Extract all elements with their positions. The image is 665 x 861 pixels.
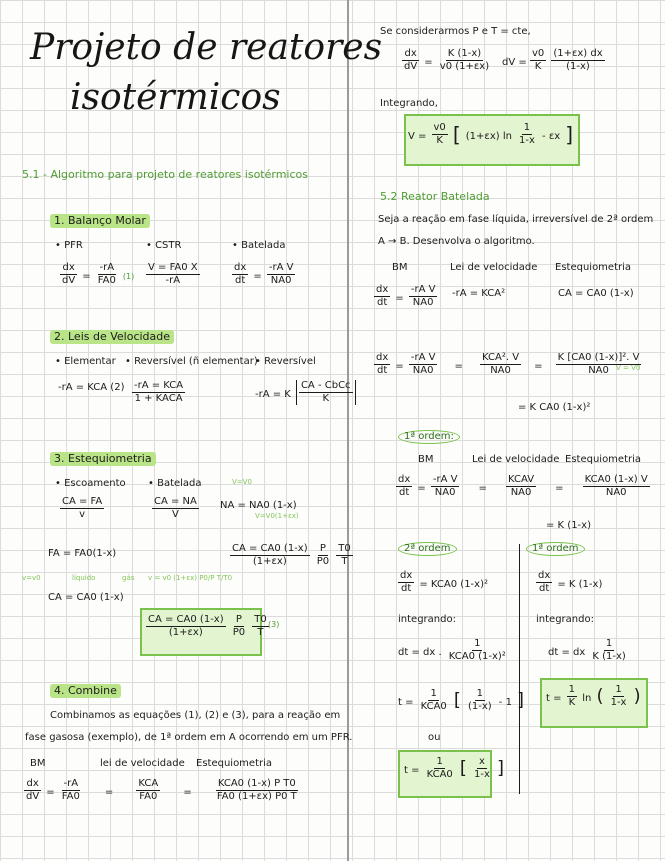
big-kca-den: NA0 [490, 365, 511, 376]
o-kcav-den: NA0 [510, 487, 532, 498]
dt2-lhs: dt = dx . [398, 647, 442, 658]
bracket-close: ] [565, 122, 574, 147]
dt1-den: K (1-x) [592, 651, 626, 662]
box-p-den: P0 [232, 627, 246, 638]
t-2nd-order [398, 688, 524, 713]
intro-pt-constant: Se considerarmos P e T = cte, [380, 26, 531, 37]
tbox-bracket-close: ] [496, 757, 505, 779]
rate-law-reversivel [255, 380, 356, 405]
c-rate-den: FA0 [61, 791, 80, 802]
col-lei-velocidade: lei de velocidade [100, 758, 185, 769]
b-dt: dt [376, 297, 388, 308]
r-k1x: K (1-x) [447, 48, 482, 59]
dv-lhs: dV = [502, 57, 530, 68]
t1-in-den: 1-x [610, 697, 627, 708]
p-num: P [319, 543, 326, 554]
t-2nd-order-alt [404, 756, 504, 781]
tbox-den: KCA0 [426, 769, 453, 780]
o-col-lei: Lei de velocidade [472, 454, 560, 465]
v-v0: v0 [433, 122, 446, 133]
eq-sign: = [424, 57, 433, 68]
bat-num: dx [234, 262, 247, 273]
label-escoamento: • Escoamento [55, 478, 126, 489]
tbox-lhs: t = [404, 765, 420, 776]
s2-dx: dx [400, 570, 413, 581]
b-rate-den: NA0 [412, 297, 434, 308]
v-k: K [436, 135, 443, 146]
big-k-num: K [CA0 (1-x)]². V [557, 352, 640, 363]
ca-bat-den: (1+εx) [252, 556, 287, 567]
dt2-den: KCA0 (1-x)² [448, 651, 506, 662]
dt1-lhs: dt = dx [548, 647, 586, 658]
eq-sign: = [82, 271, 91, 282]
law3-lhs: -rA = K [255, 389, 291, 400]
pfr-num: dx [62, 262, 75, 273]
first-order-result: = K (1-x) [546, 520, 591, 531]
batch-bm-equation [374, 284, 437, 309]
combine-text-1: Combinamos as equações (1), (2) e (3), para a reação em [50, 710, 341, 721]
eq-sign: = [46, 787, 55, 798]
eq-sign: = [555, 483, 564, 494]
rate-law-nao-elementar [132, 380, 185, 405]
c-est-den: FA0 (1+εx) P0 T [216, 791, 297, 802]
label-elementar: • Elementar [55, 356, 116, 367]
first-order-equation [396, 474, 650, 499]
integrando-label: Integrando, [380, 98, 438, 109]
b-rate-num: -rA V [410, 284, 436, 295]
pfr-equation [60, 262, 134, 287]
bat-den: dt [234, 275, 246, 286]
b-col-esteq: Estequiometria [555, 262, 632, 273]
c-est-num: KCA0 (1-x) P T0 [217, 778, 296, 789]
b-col-bm: BM [392, 262, 408, 273]
integrando-2nd: integrando: [398, 614, 456, 625]
tbox-num: 1 [436, 756, 443, 767]
big-k-den: NA0 [588, 365, 609, 376]
box-p-num: P [235, 614, 242, 625]
eq-sign: = [183, 787, 192, 798]
c-kca-den: FA0 [139, 791, 158, 802]
c-dv: dV [26, 791, 40, 802]
first-order-ode [536, 570, 602, 595]
o-rate-den: NA0 [434, 487, 456, 498]
volume-result [408, 122, 573, 147]
section-heading-5-2: 5.2 Reator Batelada [380, 190, 490, 203]
label-reversivel-nao-elementar: • Reversível (ñ elementar) [125, 356, 258, 367]
ou-label: ou [428, 732, 441, 743]
ca-na-den: V [172, 509, 179, 520]
t1-den: K [568, 697, 576, 708]
tbox-bracket-open: [ [459, 757, 467, 779]
na-equation: NA = NA0 (1-x) [220, 500, 297, 511]
eq-sign: = [534, 361, 543, 372]
v-term-a: (1+εx) ln [465, 131, 512, 142]
t-1st-order [546, 684, 641, 709]
box-t-num: T0 [254, 614, 267, 625]
big-dt: dt [376, 365, 388, 376]
ca-gas-equation [230, 543, 353, 568]
r-v0ex: v0 (1+εx) [439, 61, 490, 72]
tbox-in-den: 1-x [474, 769, 490, 780]
c-kca-num: KCA [138, 778, 159, 789]
o-kca0-num: KCA0 (1-x) V [584, 474, 648, 485]
v-one: 1 [523, 122, 531, 133]
heading-estequiometria: 3. Estequiometria [50, 452, 156, 466]
o-col-bm: BM [418, 454, 434, 465]
b-stoich: CA = CA0 (1-x) [558, 288, 634, 299]
dv-v0: v0 [531, 48, 545, 59]
cstr-den: -rA [165, 275, 181, 286]
ca-liquid-equation: CA = CA0 (1-x) [48, 592, 124, 603]
eq-sign: = [253, 271, 262, 282]
integrando-1st: integrando: [536, 614, 594, 625]
bat-rate-den: NA0 [270, 275, 292, 286]
label-1st-order: 1ª ordem: [398, 430, 460, 444]
ca-fa-den: v [79, 509, 86, 520]
batch-problem-line2: A → B. Desenvolva o algoritmo. [378, 236, 535, 247]
t1-ln: ln [582, 693, 592, 704]
eq-sign: = [454, 361, 463, 372]
box-den: (1+εx) [168, 627, 203, 638]
v-lhs: V = [408, 131, 427, 142]
big-dx: dx [376, 352, 389, 363]
s1-rhs: = K (1-x) [557, 579, 603, 590]
ca-na-num: CA = NA [154, 496, 197, 507]
r-dx: dx [404, 48, 417, 59]
o-dx: dx [398, 474, 411, 485]
b-col-lei: Lei de velocidade [450, 262, 538, 273]
eq-sign: = [478, 483, 487, 494]
col-bm: BM [30, 758, 46, 769]
o-col-esteq: Estequiometria [565, 454, 642, 465]
o-dt: dt [398, 487, 410, 498]
pfr-derivative [402, 48, 491, 73]
dt-2nd-order [398, 638, 508, 663]
ca-escoamento [60, 496, 104, 521]
rate-law-elementar: -rA = KCA (2) [58, 382, 125, 393]
page-title-line1: Projeto de reatores [30, 27, 383, 68]
c-dx: dx [26, 778, 39, 789]
eq-sign: = [395, 293, 404, 304]
bracket-open: [ [452, 122, 461, 147]
eq-sign: = [417, 483, 426, 494]
law3-num: CA - CbCc [300, 380, 351, 391]
note-v-gas: V=V0(1+εx) [255, 512, 299, 520]
combine-text-2: fase gasosa (exemplo), de 1ª ordem em A ocorrendo em um PFR. [25, 732, 353, 743]
eq-sign: = [395, 361, 404, 372]
dt1-num: 1 [605, 638, 613, 649]
t2-num: 1 [430, 688, 437, 699]
t2-bracket-close: ] [517, 689, 525, 711]
o-kcav-num: KCAV [508, 474, 535, 485]
s1-dx: dx [538, 570, 551, 581]
t2-bracket-open: [ [453, 689, 461, 711]
label-pfr: • PFR [55, 240, 83, 251]
pfr-rate-den: FA0 [97, 275, 116, 286]
box-t-den: T [257, 627, 264, 638]
label-cstr: • CSTR [146, 240, 182, 251]
dv-expression [502, 48, 605, 73]
heading-balanco-molar: 1. Balanço Molar [50, 214, 150, 228]
p-den: P0 [316, 556, 330, 567]
t1-lhs: t = [546, 693, 562, 704]
law3-den: K [322, 393, 330, 404]
heading-combine: 4. Combine [50, 684, 121, 698]
t-den: T [341, 556, 348, 567]
note-gas: gás [122, 574, 135, 582]
label-batelada: • Batelada [232, 240, 286, 251]
tbox-in-num: x [478, 756, 485, 767]
v-term-b: - εx [542, 131, 561, 142]
batch-result: = K CA0 (1-x)² [518, 402, 591, 413]
sub-column-divider [519, 544, 520, 794]
v-one-minus-x: 1-x [519, 135, 535, 146]
t1-paren-open: ( [596, 685, 604, 707]
note-v-v0-liquid: v=v0 [22, 574, 41, 582]
b-dx: dx [376, 284, 389, 295]
dt2-num: 1 [474, 638, 481, 649]
ca-batelada [152, 496, 199, 521]
r-dv: dV [404, 61, 418, 72]
t2-lhs: t = [398, 697, 414, 708]
t2-in-den: (1-x) [468, 701, 492, 712]
dv-k: K [534, 61, 542, 72]
t-num: T0 [338, 543, 351, 554]
batelada-equation [232, 262, 295, 287]
batch-combined-equation [374, 352, 641, 377]
big-rate-den: NA0 [412, 365, 434, 376]
eq-sign: = [104, 787, 114, 798]
s2-dt: dt [400, 583, 412, 594]
dt-1st-order [548, 638, 628, 663]
law2-den: 1 + KACA [134, 393, 183, 404]
cstr-equation [146, 262, 200, 287]
section-heading-5-1: 5.1 - Algoritmo para projeto de reatores isotérmicos [22, 168, 308, 181]
t2-minus-one: - 1 [498, 697, 512, 708]
pfr-rate-num: -rA [99, 262, 115, 273]
dv-den: (1-x) [566, 61, 590, 72]
col-estequiometria: Estequiometria [196, 758, 273, 769]
law2-num: -rA = KCA [134, 380, 184, 391]
o-rate-num: -rA V [432, 474, 458, 485]
note-batch-volume: V = V0 [616, 364, 641, 372]
b-rate-law: -rA = KCA² [452, 288, 506, 299]
t2-den: KCA0 [420, 701, 447, 712]
bat-rate-num: -rA V [268, 262, 294, 273]
pfr-den: dV [62, 275, 76, 286]
second-order-ode [398, 570, 488, 595]
o-kca0-den: NA0 [605, 487, 627, 498]
label-2nd-order: 2ª ordem [398, 542, 457, 556]
fa-equation: FA = FA0(1-x) [48, 548, 117, 559]
cstr-num: V = FA0 X [148, 262, 198, 273]
big-rate-num: -rA V [410, 352, 436, 363]
dv-num: (1+εx) dx [553, 48, 603, 59]
t1-paren-close: ) [633, 685, 641, 707]
note-v-v0: V=V0 [232, 478, 252, 486]
label-reversivel: • Reversível [255, 356, 316, 367]
box-num: CA = CA0 (1-x) [148, 614, 224, 625]
t1-num: 1 [568, 684, 576, 695]
note-liquido: líquido [72, 574, 96, 582]
note-gas-expression: v = v0 (1+εx) P0/P T/T0 [148, 574, 233, 582]
s2-rhs: = KCA0 (1-x)² [419, 579, 488, 590]
batch-problem-line1: Seja a reação em fase líquida, irreversível de 2ª ordem [378, 214, 654, 225]
label-batelada-2: • Batelada [148, 478, 202, 489]
t1-in-num: 1 [615, 684, 622, 695]
heading-leis-velocidade: 2. Leis de Velocidade [50, 330, 174, 344]
stoich-tag: (3) [268, 620, 280, 629]
label-1st-order-b: 1ª ordem [526, 542, 585, 556]
combined-equation [24, 778, 299, 803]
t2-in-num: 1 [476, 688, 484, 699]
stoich-result [146, 614, 269, 639]
pfr-tag: (1) [122, 272, 135, 281]
ca-bat-num: CA = CA0 (1-x) [232, 543, 308, 554]
big-kca-num: KCA². V [482, 352, 520, 363]
ca-fa-num: CA = FA [62, 496, 103, 507]
page-title-line2: isotérmicos [70, 77, 281, 118]
c-rate-num: -rA [63, 778, 79, 789]
s1-dt: dt [538, 583, 550, 594]
